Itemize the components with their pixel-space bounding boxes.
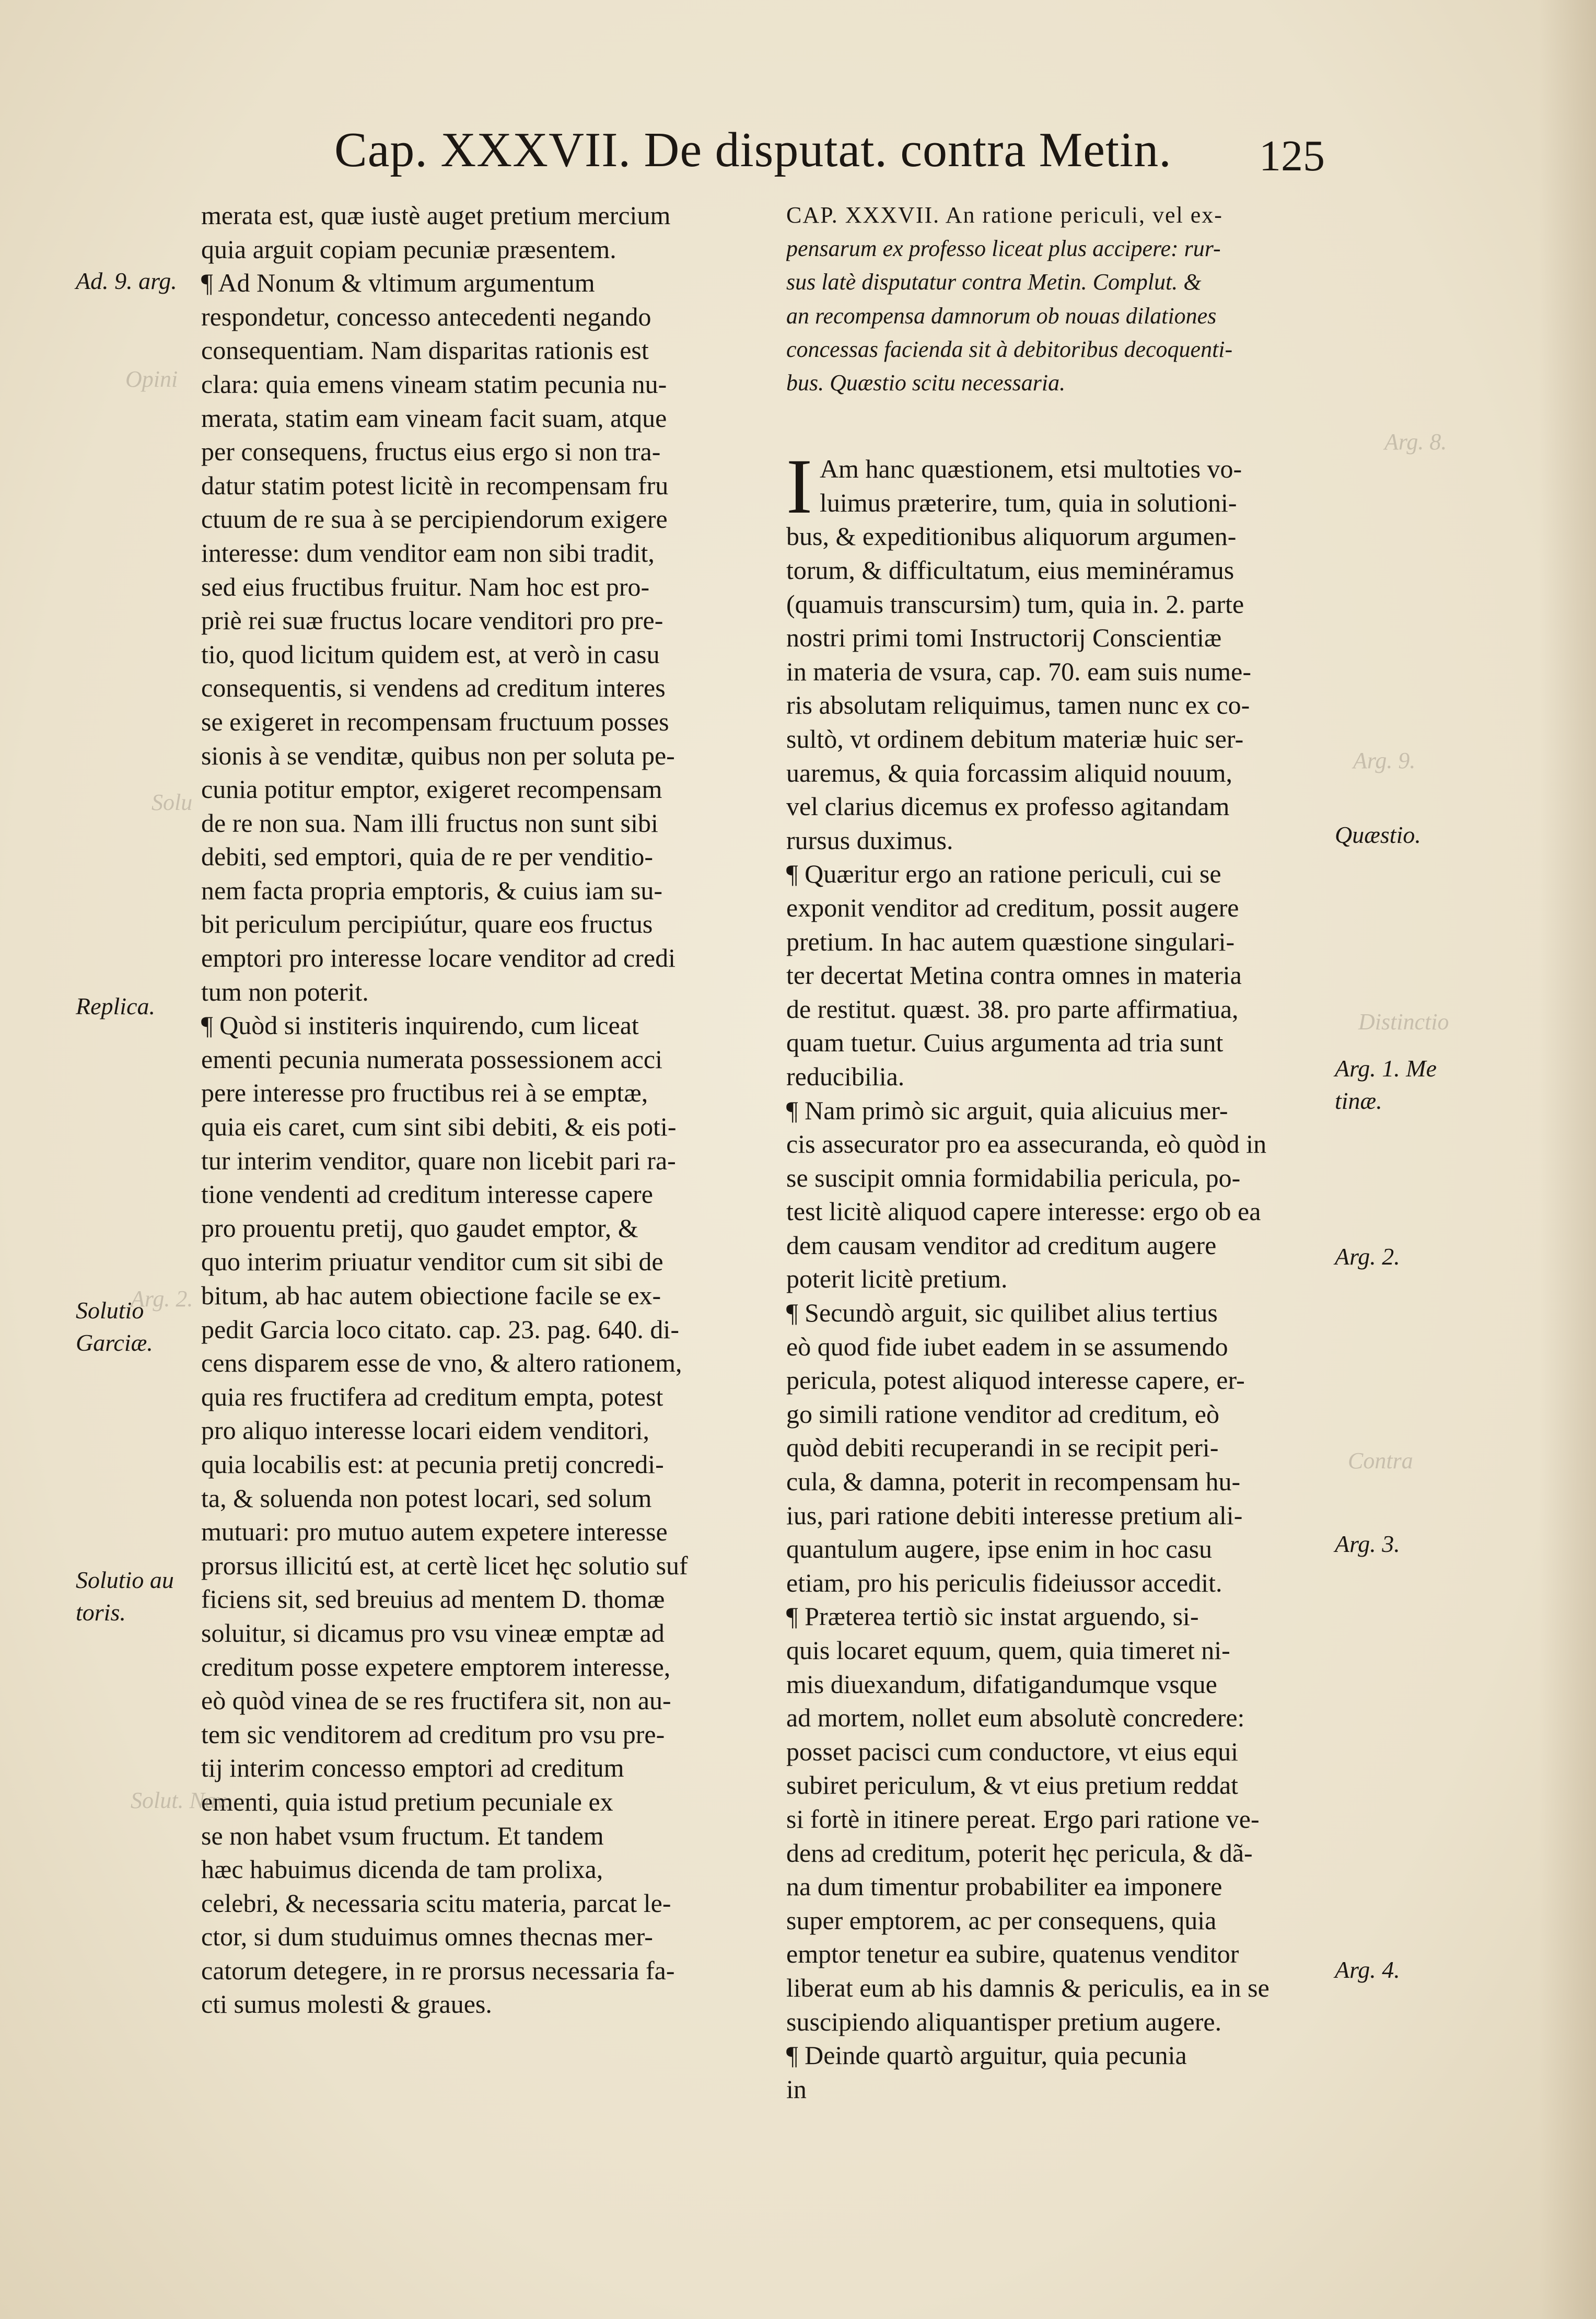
left-column-line: interesse: dum venditor eam non sibi tradit, (201, 538, 655, 567)
left-column-line: creditum posse expetere emptorem interesse, (201, 1652, 671, 1682)
heading-line: concessas facienda sit à debitoribus decoquenti- (786, 336, 1233, 362)
left-column-line: bit periculum percipiútur, quare eos fructus (201, 909, 653, 939)
left-column-line: ctor, si dum studuimus omnes thecnas mer- (201, 1922, 653, 1952)
right-column-line: sultò, vt ordinem debitum materiæ huic ser- (786, 724, 1244, 753)
left-column-line: ementi pecunia numerata possessionem acci (201, 1044, 663, 1074)
left-column-line: tem sic venditorem ad creditum pro vsu pre- (201, 1719, 665, 1749)
left-column-line: datur statim potest licitè in recompensam fru (201, 470, 669, 500)
show-through-mark: Arg. 8. (1384, 429, 1447, 455)
right-column-line: in materia de vsura, cap. 70. eam suis nume- (786, 656, 1251, 686)
margin-note-quaestio: Quæstio. (1335, 821, 1421, 848)
margin-note-replica: Replica. (76, 993, 155, 1019)
left-column-line: cunia potitur emptor, exigeret recompensam (201, 774, 662, 804)
heading-line: an recompensa damnorum ob nouas dilationes (786, 303, 1217, 329)
left-column-line: ¶ Ad Nonum & vltimum argumentum (201, 268, 595, 298)
left-column-line: tione vendenti ad creditum interesse capere (201, 1179, 653, 1209)
left-column-line: pere interesse pro fructibus rei à se emptæ, (201, 1078, 648, 1108)
show-through-mark: Opini (125, 366, 178, 392)
margin-note-solutio-garciae-2: Garciæ. (76, 1329, 153, 1356)
chapter-heading (786, 199, 1324, 400)
left-column-line: quia eis caret, cum sint sibi debiti, & eis poti- (201, 1112, 677, 1142)
left-column-line: consequentiam. Nam disparitas rationis est (201, 335, 649, 365)
left-column-line: se exigeret in recompensam fructuum posses (201, 706, 669, 736)
margin-note-solutio-autoris-2: toris. (76, 1599, 126, 1626)
left-column-line: eò quòd vinea de se res fructifera sit, non au- (201, 1686, 671, 1715)
right-column-line: mis diuexandum, difatigandumque vsque (786, 1669, 1217, 1699)
left-column-line: per consequens, fructus eius ergo si non tra- (201, 437, 661, 467)
right-column-line: bus, & expeditionibus aliquorum argumen- (786, 521, 1237, 551)
left-column-line: cens disparem esse de vno, & altero rationem, (201, 1348, 682, 1378)
right-column-line: emptor tenetur ea subire, quatenus venditor (786, 1939, 1239, 1969)
left-column-line: celebri, & necessaria scitu materia, parcat le- (201, 1888, 671, 1918)
chapter-body (786, 443, 1324, 2106)
show-through-mark: Solut. Nav. (131, 1788, 231, 1813)
right-column-line: cula, & damna, poterit in recompensam hu- (786, 1467, 1241, 1497)
right-column-line: posset pacisci cum conductore, vt eius equi (786, 1736, 1239, 1766)
right-column-line: quantulum augere, ipse enim in hoc casu (786, 1534, 1213, 1564)
right-column-line: eò quod fide iubet eadem in se assumendo (786, 1331, 1228, 1361)
drop-cap: I (786, 443, 812, 530)
left-column-line: priè rei suæ fructus locare venditori pro pre- (201, 606, 663, 635)
left-column-line: soluitur, si dicamus pro vsu vineæ emptæ ad (201, 1618, 665, 1648)
right-column-line: si fortè in itinere pereat. Ergo pari ratione ve- (786, 1804, 1260, 1834)
right-column-line: cis assecurator pro ea assecuranda, eò quòd in (786, 1129, 1267, 1159)
right-column-line: torum, & difficultatum, eius meminéramus (786, 555, 1234, 585)
heading-line: bus. Quæstio scitu necessaria. (786, 370, 1066, 396)
right-column-line: na dum timentur probabiliter ea imponere (786, 1872, 1222, 1901)
heading-line: CAP. XXXVII. An ratione periculi, vel ex- (786, 202, 1223, 228)
left-column-line: cti sumus molesti & graues. (201, 1989, 492, 2019)
left-column-line: prorsus illicitú est, at certè licet hęc solutio suf (201, 1550, 688, 1580)
show-through-mark: Distinctio (1358, 1009, 1449, 1035)
right-column-line: test licitè aliquod capere interesse: ergo ob ea (786, 1197, 1261, 1226)
show-through-mark: Arg. 9. (1353, 748, 1416, 773)
left-column-line: mutuari: pro mutuo autem expetere interesse (201, 1517, 668, 1547)
margin-note-arg1-2: tinæ. (1335, 1087, 1382, 1114)
right-column-line: pericula, potest aliquod interesse capere, er- (786, 1365, 1245, 1395)
left-column-line: pro prouentu pretij, quo gaudet emptor, & (201, 1213, 638, 1243)
left-column-line: ta, & soluenda non potest locari, sed solum (201, 1483, 652, 1513)
left-column-line: tur interim venditor, quare non licebit pari ra- (201, 1145, 676, 1175)
left-column-line: tum non poterit. (201, 977, 369, 1006)
left-column-line: pro aliquo interesse locari eidem venditori, (201, 1416, 650, 1445)
right-column-line: quis locaret equum, quem, quia timeret ni- (786, 1636, 1230, 1665)
left-column-line: emptori pro interesse locare venditor ad credi (201, 943, 675, 973)
right-column-line: ris absolutam reliquimus, tamen nunc ex co- (786, 690, 1250, 720)
right-column-line: super emptorem, ac per consequens, quia (786, 1905, 1217, 1935)
left-column-line: ficiens sit, sed breuius ad mentem D. thomæ (201, 1584, 665, 1614)
left-column-line: sionis à se venditæ, quibus non per soluta pe- (201, 740, 675, 770)
left-column-line: quo interim priuatur venditor cum sit sibi de (201, 1247, 663, 1277)
left-column-line: catorum detegere, in re prorsus necessaria fa- (201, 1955, 675, 1985)
right-column-line: etiam, pro his periculis fideiussor accedit. (786, 1568, 1222, 1597)
margin-note-arg4: Arg. 4. (1335, 1956, 1400, 1983)
right-column-line: uaremus, & quia forcassim aliquid nouum, (786, 758, 1233, 787)
show-through-mark: Solu (152, 790, 193, 815)
left-column-line: de re non sua. Nam illi fructus non sunt sibi (201, 808, 658, 838)
left-column-line: ¶ Quòd si institeris inquirendo, cum liceat (201, 1011, 639, 1040)
right-column-line: ¶ Deinde quartò arguitur, quia pecunia (786, 2040, 1187, 2070)
margin-note-arg3: Arg. 3. (1335, 1530, 1400, 1557)
right-column-line: pretium. In hac autem quæstione singulari- (786, 926, 1235, 956)
right-column-line: luimus præterire, tum, quia in solutioni- (819, 488, 1237, 517)
heading-line: pensarum ex professo liceat plus accipere: rur- (786, 236, 1221, 262)
right-column-line: ¶ Quæritur ergo an ratione periculi, cui se (786, 859, 1221, 889)
left-column-line: merata est, quæ iustè auget pretium mercium (201, 201, 671, 230)
left-column-line: quia res fructifera ad creditum empta, potest (201, 1382, 663, 1411)
right-column-line: subiret periculum, & vt eius pretium reddat (786, 1770, 1239, 1800)
right-column-line: (quamuis transcursim) tum, quia in. 2. parte (786, 589, 1244, 619)
right-column-line: Am hanc quæstionem, etsi multoties vo- (819, 454, 1242, 484)
left-column-line: quia locabilis est: at pecunia pretij concredi- (201, 1449, 664, 1479)
show-through-mark: Contra (1348, 1448, 1413, 1474)
heading-spacer (786, 400, 1324, 452)
left-column-line: tij interim concesso emptori ad creditum (201, 1753, 624, 1783)
left-column-line: bitum, ab hac autem obiectione facile se ex- (201, 1281, 661, 1310)
right-column-line: vel clarius dicemus ex professo agitandam (786, 792, 1230, 821)
page-edge-shadow (1539, 0, 1596, 2319)
right-column-line: ad mortem, nollet eum absolutè concredere: (786, 1703, 1245, 1733)
right-column-line: nostri primi tomi Instructorij Conscientiæ (786, 623, 1222, 653)
margin-note-solutio-autoris-1: Solutio au (76, 1567, 174, 1593)
margin-note-ad9: Ad. 9. arg. (76, 268, 177, 294)
show-through-mark: Arg. 2. (131, 1286, 193, 1312)
right-column-line: se suscipit omnia formidabilia pericula, po- (786, 1163, 1241, 1192)
right-column-line: go simili ratione venditor ad creditum, eò (786, 1399, 1219, 1429)
left-column-line: ctuum de re sua à se percipiendorum exigere (201, 504, 668, 534)
heading-line: sus latè disputatur contra Metin. Complut. & (786, 269, 1202, 295)
left-column-line: tio, quod licitum quidem est, at verò in casu (201, 639, 660, 669)
right-column-line: ter decertat Metina contra omnes in materia (786, 960, 1242, 990)
left-column-line: pedit Garcia loco citato. cap. 23. pag. 640. di- (201, 1314, 679, 1344)
left-column-line: consequentis, si vendens ad creditum interes (201, 673, 666, 703)
left-column-line: nem facta propria emptoris, & cuius iam su- (201, 875, 663, 905)
right-column-line: reducibilia. (786, 1061, 905, 1091)
right-column-line: dem causam venditor ad creditum augere (786, 1230, 1217, 1260)
right-column-line: in (786, 2074, 807, 2104)
right-column-line: poterit licitè pretium. (786, 1264, 1008, 1294)
left-column-line: quia arguit copiam pecuniæ præsentem. (201, 234, 616, 264)
running-title: Cap. XXXVII. De disputat. contra Metin. (334, 123, 1172, 177)
right-text-column (786, 199, 1324, 2106)
right-column-line: liberat eum ab his damnis & periculis, ea in se (786, 1973, 1269, 2002)
left-column-line: se non habet vsum fructum. Et tandem (201, 1821, 604, 1850)
margin-note-solutio-garciae-1: Solutio (76, 1297, 144, 1324)
right-column-line: exponit venditor ad creditum, possit augere (786, 892, 1239, 922)
right-column-line: dens ad creditum, poterit hęc pericula, & dã- (786, 1838, 1253, 1868)
margin-note-arg2: Arg. 2. (1335, 1243, 1400, 1270)
page-number: 125 (1259, 132, 1325, 180)
right-column-line: quòd debiti recuperandi in se recipit peri- (786, 1433, 1219, 1463)
right-column-line: suscipiendo aliquantisper pretium augere. (786, 2007, 1222, 2036)
left-column-line: debiti, sed emptori, quia de re per venditio- (201, 842, 654, 872)
right-column-line: de restitut. quæst. 38. pro parte affirmatiua, (786, 994, 1239, 1024)
right-column-line: ius, pari ratione debiti interesse pretium ali- (786, 1500, 1243, 1530)
right-column-line: ¶ Secundò arguit, sic quilibet alius tertius (786, 1298, 1218, 1328)
right-column-line: ¶ Præterea tertiò sic instat arguendo, si- (786, 1602, 1199, 1631)
left-column-line: respondetur, concesso antecedenti negando (201, 302, 651, 331)
left-column-line: sed eius fructibus fruitur. Nam hoc est pro- (201, 572, 650, 601)
left-text-column (201, 199, 744, 2021)
right-column-line: quam tuetur. Cuius argumenta ad tria sunt (786, 1028, 1224, 1058)
right-column-line: ¶ Nam primò sic arguit, quia alicuius mer- (786, 1095, 1228, 1125)
left-column-line: clara: quia emens vineam statim pecunia nu- (201, 369, 667, 399)
right-column-line: rursus duximus. (786, 825, 953, 855)
left-column-line: ementi, quia istud pretium pecuniale ex (201, 1787, 613, 1816)
left-column-line: merata, statim eam vineam facit suam, atque (201, 403, 667, 433)
left-column-line: hæc habuimus dicenda de tam prolixa, (201, 1854, 603, 1884)
margin-note-arg1-1: Arg. 1. Me (1335, 1055, 1437, 1082)
